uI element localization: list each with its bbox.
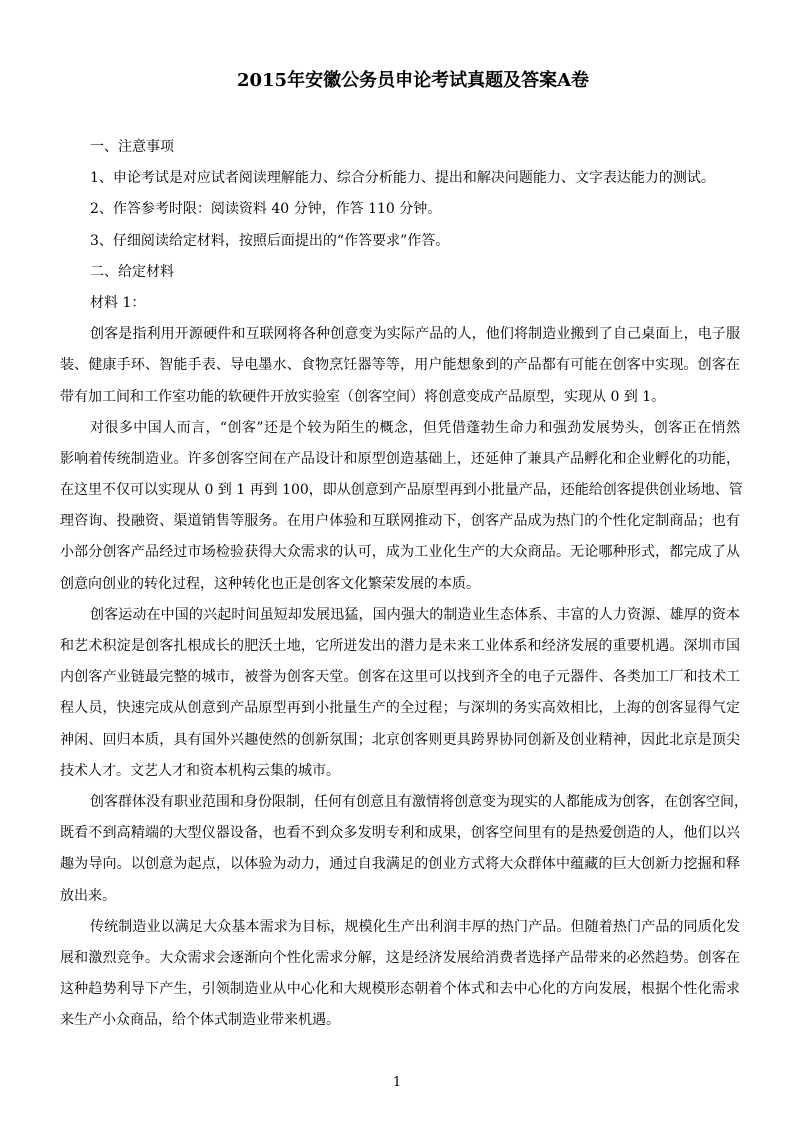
text-line: 理咨询、投融资、渠道销售等服务。在用户体验和互联网推动下，创客产品成为热门的个性化定制商品；也有 [60, 513, 740, 530]
document-title: 2015年安徽公务员申论考试真题及答案A卷 [236, 70, 590, 91]
text-line: 神闲、回归本质，具有国外兴趣使然的创新氛围；北京创客则更具跨界协同创新及创业精神，因此北京是顶尖 [60, 731, 740, 748]
text-line: 材料 1： [90, 294, 146, 311]
text-line: 带有加工间和工作室功能的软硬件开放实验室（创客空间）将创意变成产品原型，实现从 0 到 1。 [60, 388, 666, 405]
text-line: 传统制造业以满足大众基本需求为目标，规模化生产出利润丰厚的热门产品。但随着热门产品的同质化发 [90, 918, 740, 935]
text-line: 创客是指利用开源硬件和互联网将各种创意变为实际产品的人，他们将制造业搬到了自己桌面上，电子服 [90, 326, 740, 343]
text-line: 3、仔细阅读给定材料，按照后面提出的“作答要求”作答。 [90, 232, 450, 249]
text-line: 程人员，快速完成从创意到产品原型再到小批量生产的全过程；与深圳的务实高效相比，上海的创客显得气定 [60, 700, 740, 717]
text-line: 对很多中国人而言，“创客”还是个较为陌生的概念，但凭借蓬勃生命力和强劲发展势头，创客正在悄然 [90, 419, 740, 436]
text-line: 这种趋势利导下产生，引领制造业从中心化和大规模形态朝着个体式和去中心化的方向发展，根据个性化需求 [60, 981, 740, 998]
text-line: 小部分创客产品经过市场检验获得大众需求的认可，成为工业化生产的大众商品。无论哪种形式，都完成了从 [60, 544, 740, 561]
text-line: 既看不到高精端的大型仪器设备，也看不到众多发明专利和成果，创客空间里有的是热爱创造的人，他们以兴 [60, 825, 740, 842]
text-line: 2、作答参考时限：阅读资料 40 分钟，作答 110 分钟。 [90, 201, 442, 218]
text-line: 在这里不仅可以实现从 0 到 1 再到 100，即从创意到产品原型再到小批量产品，还能给创客提供创业场地、管 [60, 482, 743, 499]
text-line: 内创客产业链最完整的城市，被誉为创客天堂。创客在这里可以找到齐全的电子元器件、各类加工厂和技术工 [60, 669, 740, 686]
text-line: 影响着传统制造业。许多创客空间在产品设计和原型创造基础上，还延伸了兼具产品孵化和企业孵化的功能， [60, 450, 740, 467]
text-line: 趣为导向。以创意为起点，以体验为动力，通过自我满足的创业方式将大众群体中蕴藏的巨大创新力挖掘和释 [60, 856, 740, 873]
text-line: 来生产小众商品，给个体式制造业带来机遇。 [60, 1012, 340, 1029]
text-line: 1、申论考试是对应试者阅读理解能力、综合分析能力、提出和解决问题能力、文字表达能力的测试。 [90, 170, 715, 187]
text-line: 创客运动在中国的兴起时间虽短却发展迅猛，国内强大的制造业生态体系、丰富的人力资源、雄厚的资本 [90, 606, 740, 623]
document-body [60, 134, 748, 1038]
text-line: 创客群体没有职业范围和身份限制，任何有创意且有激情将创意变为现实的人都能成为创客，在创客空间， [90, 793, 748, 810]
text-line: 装、健康手环、智能手表、导电墨水、食物烹饪器等等，用户能想象到的产品都有可能在创客中实现。创客在 [60, 357, 740, 374]
text-line: 展和激烈竞争。大众需求会逐渐向个性化需求分解，这是经济发展给消费者选择产品带来的必然趋势。创客在 [60, 949, 740, 966]
text-line: 创意向创业的转化过程，这种转化也正是创客文化繁荣发展的本质。 [60, 575, 480, 592]
text-line: 技术人才。文艺人才和资本机构云集的城市。 [60, 762, 340, 779]
text-line: 二、给定材料 [90, 263, 174, 280]
text-line: 一、注意事项 [90, 139, 174, 155]
page-number: 1 [392, 1075, 402, 1090]
text-line: 放出来。 [60, 887, 116, 904]
text-line: 和艺术积淀是创客扎根成长的肥沃土地，它所迸发出的潜力是未来工业体系和经济发展的重要机遇。深圳市国 [60, 638, 740, 654]
